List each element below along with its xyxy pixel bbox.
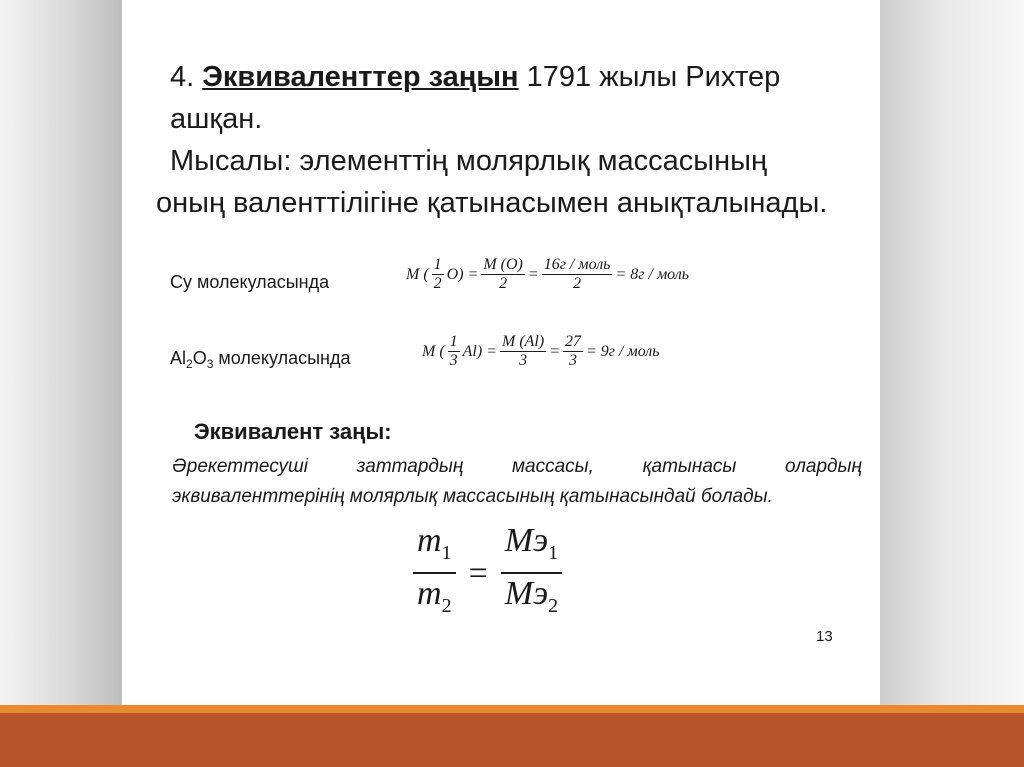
water-lhs-den: 2 (433, 275, 442, 292)
water-lhs-fraction (432, 256, 444, 293)
water-f2-den: 2 (499, 275, 508, 292)
al-lhs-prefix: M ( (422, 342, 445, 360)
water-fraction-3 (542, 256, 613, 293)
al-label-suffix: молекуласында (213, 348, 351, 368)
water-result: = 8г / моль (615, 265, 690, 283)
water-f3-den: 2 (573, 275, 582, 292)
al-lhs-fraction (448, 333, 460, 370)
al-f3-num: 27 (565, 333, 581, 350)
water-lhs-prefix: M ( (406, 265, 429, 283)
law-text-line-1: Әрекеттесуші заттардың массасы, қатынасы олардың (172, 456, 862, 477)
law-den-left (413, 574, 456, 626)
al-eq2: = (549, 342, 560, 360)
al-label-mid: O (192, 348, 207, 368)
slide (122, 0, 880, 705)
water-formula (406, 256, 689, 293)
law-num-left-sub: 1 (441, 542, 452, 564)
page-number: 13 (816, 628, 833, 645)
right-shadow (880, 0, 1024, 705)
law-fraction-right (501, 522, 562, 626)
water-lhs-num: 1 (433, 256, 442, 273)
al-lhs-suffix: Al) = (462, 342, 497, 360)
heading-title: Эквиваленттер заңын (202, 61, 519, 93)
heading-number: 4. (170, 61, 195, 93)
water-lhs-suffix: O) = (446, 265, 479, 283)
law-equals: = (468, 555, 488, 592)
water-fraction-2 (481, 256, 525, 293)
example-line-1: Мысалы: элементтің молярлық массасының (170, 145, 767, 177)
al-fraction-3 (563, 333, 583, 370)
al-result: = 9г / моль (586, 342, 660, 360)
al-f2-den: 3 (519, 352, 528, 369)
left-shadow (0, 0, 122, 705)
law-num-right-symbol: Mэ (504, 522, 549, 559)
heading-rest: 1791 жылы Рихтер (526, 61, 781, 93)
al-label-sub-1: 2 (186, 357, 193, 371)
water-eq2: = (527, 265, 539, 283)
law-num-left (413, 522, 456, 574)
law-text-line-2: эквиваленттерінің молярлық массасының қатынасындай болады. (172, 486, 773, 507)
law-num-left-symbol: m (417, 522, 442, 559)
water-f3-num: 16г / моль (543, 256, 611, 273)
law-num-right (501, 522, 562, 574)
al-fraction-2 (500, 333, 546, 370)
law-den-right (501, 574, 562, 626)
al-lhs-num: 1 (449, 333, 458, 350)
al-formula (422, 333, 660, 370)
law-den-left-symbol: m (417, 575, 442, 612)
al-f3-den: 3 (569, 352, 577, 369)
heading-line-1 (170, 60, 780, 94)
heading-line-2: ашқан. (170, 103, 263, 135)
law-den-left-sub: 2 (441, 595, 452, 617)
al-lhs-den: 3 (449, 352, 458, 369)
water-label: Су молекуласында (170, 272, 330, 292)
example-line-2: оның валенттілігіне қатынасымен анықталынады. (156, 187, 828, 219)
law-num-right-sub: 1 (548, 542, 559, 564)
al-label-sub-2: 3 (206, 357, 214, 371)
law-den-right-symbol: Mэ (504, 575, 549, 612)
footer-band (0, 713, 1024, 767)
footer-accent-line (0, 705, 1024, 713)
law-den-right-sub: 2 (548, 595, 559, 617)
water-f2-num: M (O) (483, 256, 523, 273)
law-title: Эквивалент заңы: (194, 419, 392, 444)
law-fraction-left (413, 522, 456, 626)
al-label-prefix: Al (170, 348, 187, 368)
law-formula (410, 522, 565, 626)
al-f2-num: M (Al) (502, 333, 545, 350)
al2o3-label (170, 348, 351, 371)
